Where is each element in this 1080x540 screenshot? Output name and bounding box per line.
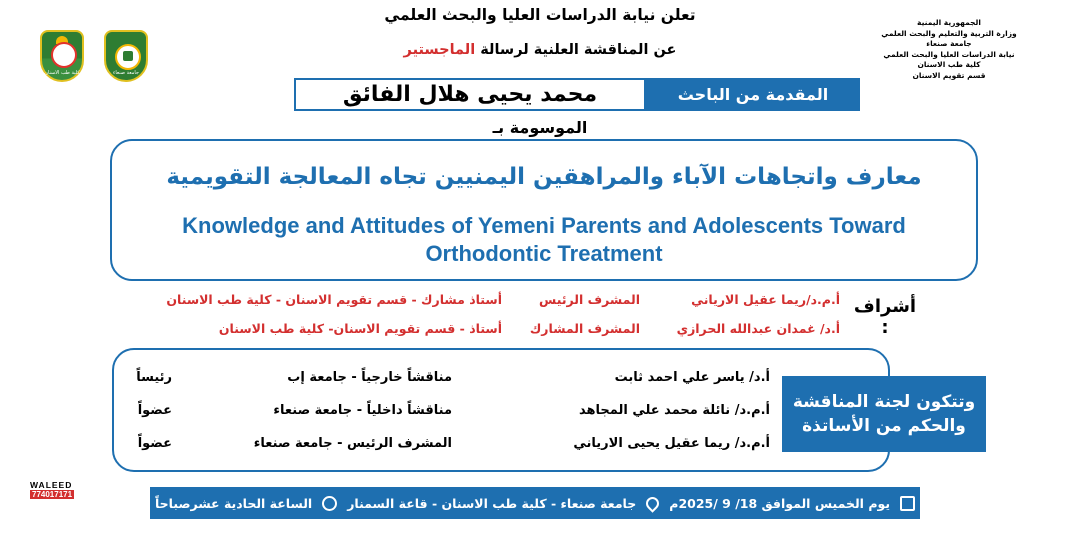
supervisor-role [539, 292, 640, 307]
faculty-logo-caption: كلية طب الاسنان [44, 70, 80, 76]
committee-member-position: رئيساً [136, 370, 172, 385]
supervision-label: أشراف : [853, 296, 917, 338]
cosupervisor-role-text: المشرف المشارك [529, 321, 640, 336]
calendar-icon [900, 496, 915, 511]
announcement-heading: تعلن نيابة الدراسات العليا والبحث العلمي [384, 6, 696, 24]
degree-highlight: الماجستير [403, 42, 476, 58]
clock-icon [322, 496, 337, 511]
ministry-line: الجمهورية اليمنية [917, 18, 981, 27]
supervisor-desc-text: أستاذ مشارك - قسم تقويم الاسنان - كلية طب الاسنان [166, 292, 502, 307]
faculty-logo [40, 30, 84, 82]
university-logo-caption: جامعة صنعاء [112, 70, 139, 76]
committee-member-role: مناقشاً داخلياً - جامعة صنعاء [273, 403, 452, 418]
committee-member-name: أ.م.د/ ريما عقيل يحيى الارياني [573, 436, 770, 451]
book-icon [115, 44, 141, 70]
university-logo [104, 30, 148, 82]
event-location: جامعة صنعاء - كلية طب الاسنان - قاعة السمنار [347, 495, 637, 511]
presenter-name: محمد يحيى هلال الفائق [294, 78, 646, 111]
cosupervisor-role [530, 321, 640, 336]
event-date: يوم الخميس الموافق 18/ 9 /2025م [669, 495, 891, 511]
designer-phone: 774017171 [32, 490, 73, 499]
ministry-line: كلية طب الاسنان [917, 60, 981, 70]
ministry-line: قسم تقويم الاسنان [912, 70, 986, 80]
supervisor-role-text: المشرف الرئيس [539, 292, 640, 307]
thesis-title-english-line1: Knowledge and Attitudes of Yemeni Parents and Adolescents Toward [182, 213, 906, 238]
ministry-line: نيابة الدراسات العليا والبحث العلمي [883, 49, 1015, 59]
committee-member-name: أ.د/ ياسر علي احمد ثابت [614, 370, 770, 385]
presenter-label: المقدمة من الباحث [646, 78, 860, 111]
committee-member-role: المشرف الرئيس - جامعة صنعاء [253, 436, 452, 451]
cosupervisor-name [677, 321, 840, 336]
committee-member-role: مناقشاً خارجياً - جامعة إب [287, 370, 452, 385]
committee-member-position: عضواً [137, 403, 172, 418]
ministry-line: جامعة صنعاء [926, 39, 972, 49]
announcement-subheading [300, 42, 780, 58]
committee-label [782, 376, 986, 452]
thesis-title-arabic: معارف واتجاهات الآباء والمراهقين اليمنيين تجاه المعالجة التقويمية [166, 164, 922, 190]
committee-box [112, 348, 890, 472]
known-as-label: الموسومة بـ [492, 118, 588, 137]
committee-label-line1: وتتكون لجنة المناقشة [792, 392, 976, 412]
committee-label-line2: والحكم من الأساتذة [802, 416, 966, 436]
ministry-line: وزارة التربية والتعليم والبحث العلمي [881, 28, 1017, 38]
cosupervisor-desc-text: أستاذ - قسم تقويم الاسنان- كلية طب الاسنان [218, 321, 502, 336]
location-pin-icon [644, 494, 662, 512]
supervisor-name [691, 292, 840, 307]
committee-member-position: عضواً [137, 436, 172, 451]
supervisor-desc [166, 292, 502, 307]
event-time: الساعة الحادية عشرصباحاً [154, 495, 313, 511]
supervisor-name-text: أ.م.د/ريما عقيل الارياني [691, 292, 840, 307]
ministry-block [874, 18, 1024, 82]
thesis-title-english-line2: Orthodontic Treatment [425, 241, 663, 266]
designer-watermark: WALEED [30, 480, 73, 490]
thesis-title-english [110, 212, 978, 268]
subheading-text: عن المناقشة العلنية لرسالة [475, 42, 677, 58]
cosupervisor-desc [219, 321, 502, 336]
tooth-icon [51, 42, 77, 68]
committee-member-name: أ.م.د/ نائلة محمد علي المجاهد [578, 403, 770, 418]
cosupervisor-name-text: أ.د/ غمدان عبدالله الحرازي [676, 321, 840, 336]
event-details-bar [150, 487, 920, 519]
